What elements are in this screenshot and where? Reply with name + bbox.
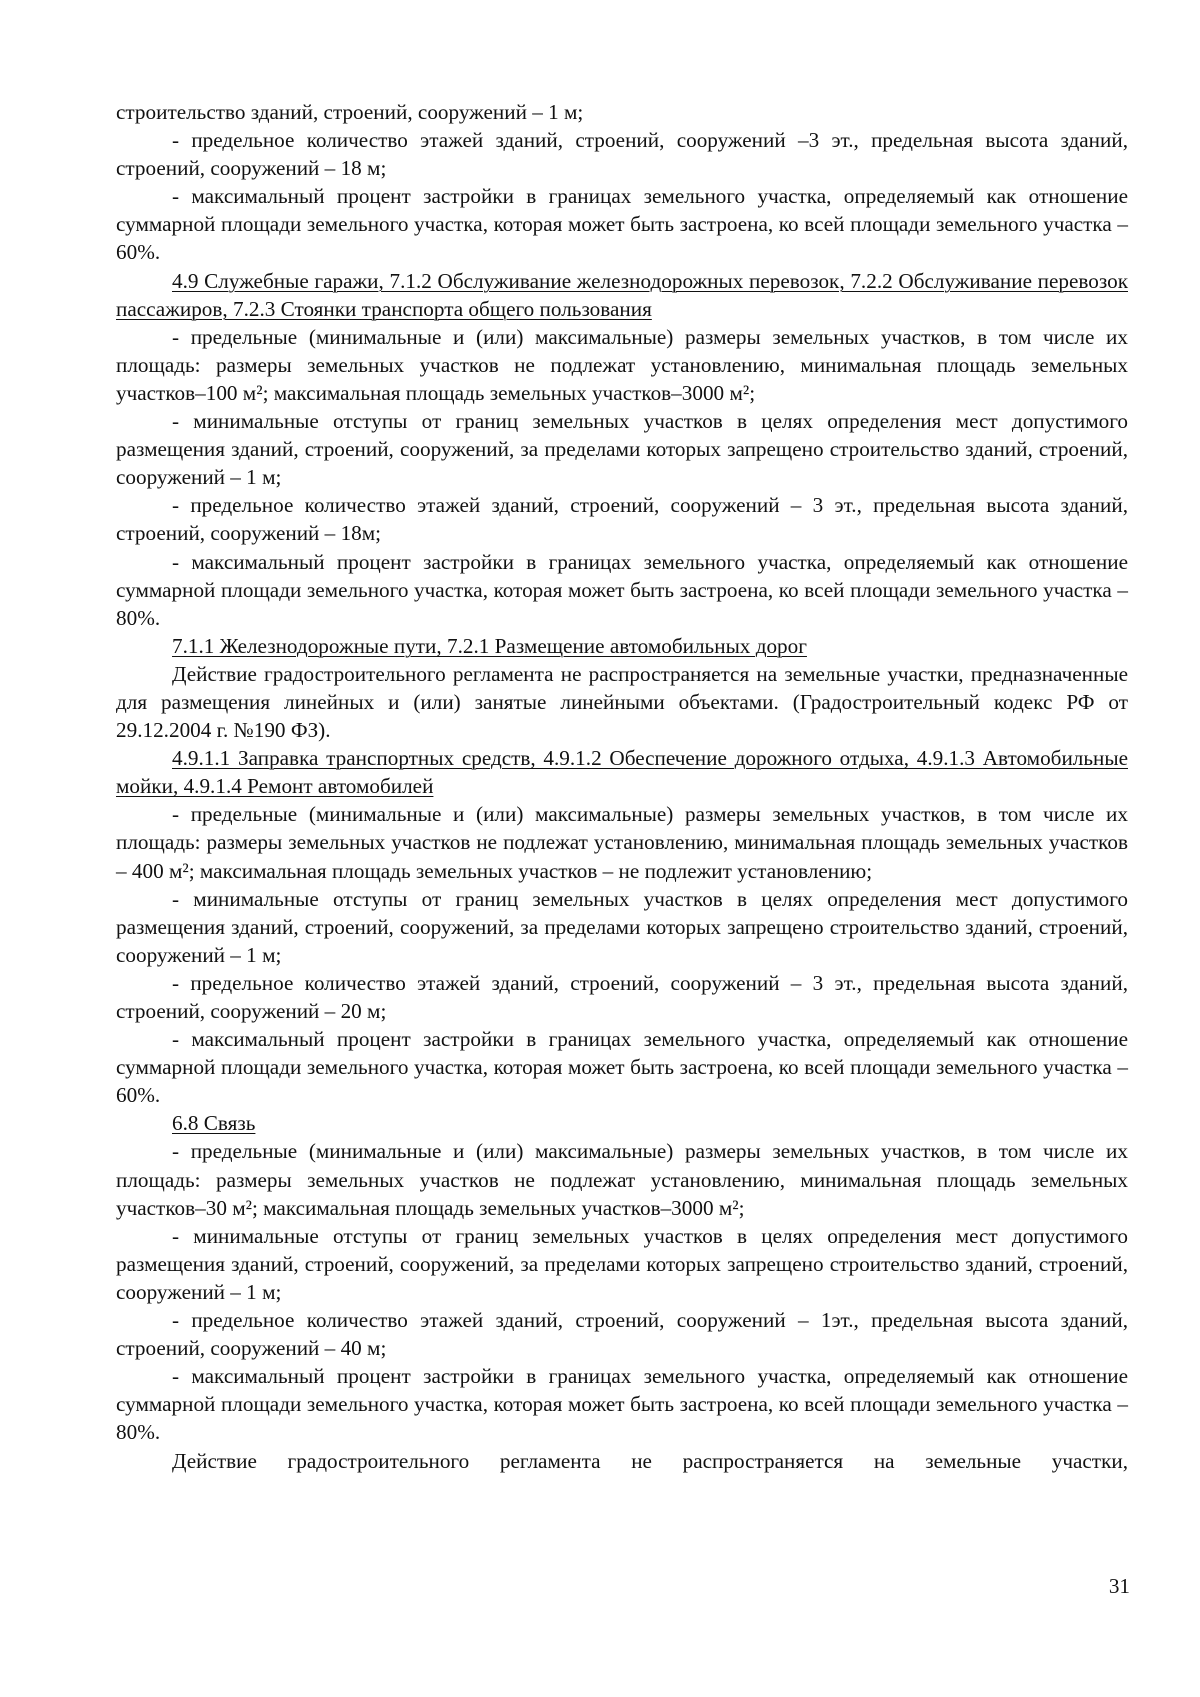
section-heading-text: 6.8 Связь [172, 1111, 256, 1136]
paragraph: - минимальные отступы от границ земельных участков в целях определения мест допустимого размещения зданий, строений, сооружений, за пределами которых запрещено строительство зданий, строений, сооружений – 1 м; [116, 886, 1128, 967]
paragraph: - предельное количество этажей зданий, строений, сооружений – 3 эт., предельная высота зданий, строений, сооружений – 20 м; [116, 970, 1128, 1023]
paragraph: - максимальный процент застройки в границах земельного участка, определяемый как отношение суммарной площади земельного участка, которая может быть застроена, ко всей площади земельного участка – 80%. [116, 1364, 1128, 1445]
paragraph: - предельное количество этажей зданий, строений, сооружений – 1эт., предельная высота зданий, строений, сооружений – 40 м; [116, 1308, 1128, 1361]
section-heading-text: 7.1.1 Железнодорожные пути, 7.2.1 Размещение автомобильных дорог [172, 633, 807, 658]
paragraph: строительство зданий, строений, сооружений – 1 м; [116, 100, 584, 124]
section-heading-text: 4.9.1.1 Заправка транспортных средств, 4.9.1.2 Обеспечение дорожного отдыха, 4.9.1.3 Автомобильные мойки, 4.9.1.4 Ремонт автомобилей [116, 746, 1128, 799]
page-number: 31 [1108, 1574, 1130, 1598]
paragraph: - максимальный процент застройки в границах земельного участка, определяемый как отношение суммарной площади земельного участка, которая может быть застроена, ко всей площади земельного участка – 60%. [116, 184, 1128, 265]
paragraph: - предельные (минимальные и (или) максимальные) размеры земельных участков, в том числе их площадь: размеры земельных участков не подлежат установлению, минимальная площадь земельных участков–30 м²; максимальная площадь земельных участков–3000 м²; [116, 1139, 1128, 1220]
paragraph: - предельные (минимальные и (или) максимальные) размеры земельных участков, в том числе их площадь: размеры земельных участков не подлежат установлению, минимальная площадь земельных участков – 400 м²; максимальная площадь земельных участков – не подлежит установлению; [116, 802, 1128, 883]
section-heading [116, 632, 1128, 660]
paragraph: - предельные (минимальные и (или) максимальные) размеры земельных участков, в том числе их площадь: размеры земельных участков не подлежат установлению, минимальная площадь земельных участков–100 м²; максимальная площадь земельных участков–3000 м²; [116, 324, 1128, 405]
paragraph: - предельное количество этажей зданий, строений, сооружений –3 эт., предельная высота зданий, строений, сооружений – 18 м; [116, 128, 1128, 181]
paragraph: - максимальный процент застройки в границах земельного участка, определяемый как отношение суммарной площади земельного участка, которая может быть застроена, ко всей площади земельного участка – 60%. [116, 1027, 1128, 1108]
paragraph: - минимальные отступы от границ земельных участков в целях определения мест допустимого размещения зданий, строений, сооружений, за пределами которых запрещено строительство зданий, строений, сооружений – 1 м; [116, 409, 1128, 490]
paragraph: Действие градостроительного регламента не распространяется на земельные участки, [172, 1448, 1128, 1473]
section-heading [116, 267, 1128, 323]
section-heading-text: 4.9 Служебные гаражи, 7.1.2 Обслуживание железнодорожных перевозок, 7.2.2 Обслуживание перевозок пассажиров, 7.2.3 Стоянки транспорта общего пользования [116, 268, 1128, 321]
paragraph: - максимальный процент застройки в границах земельного участка, определяемый как отношение суммарной площади земельного участка, которая может быть застроена, ко всей площади земельного участка – 80%. [116, 549, 1128, 630]
section-heading [116, 1109, 1128, 1137]
section-heading [116, 744, 1128, 800]
paragraph: - предельное количество этажей зданий, строений, сооружений – 3 эт., предельная высота зданий, строений, сооружений – 18м; [116, 493, 1128, 546]
document-page [116, 98, 1128, 1475]
paragraph: Действие градостроительного регламента не распространяется на земельные участки, предназначенные для размещения линейных и (или) занятые линейными объектами. (Градостроительный кодекс РФ от 29.12.2004 г. №190 ФЗ). [116, 661, 1128, 743]
paragraph: - минимальные отступы от границ земельных участков в целях определения мест допустимого размещения зданий, строений, сооружений, за пределами которых запрещено строительство зданий, строений, сооружений – 1 м; [116, 1223, 1128, 1304]
